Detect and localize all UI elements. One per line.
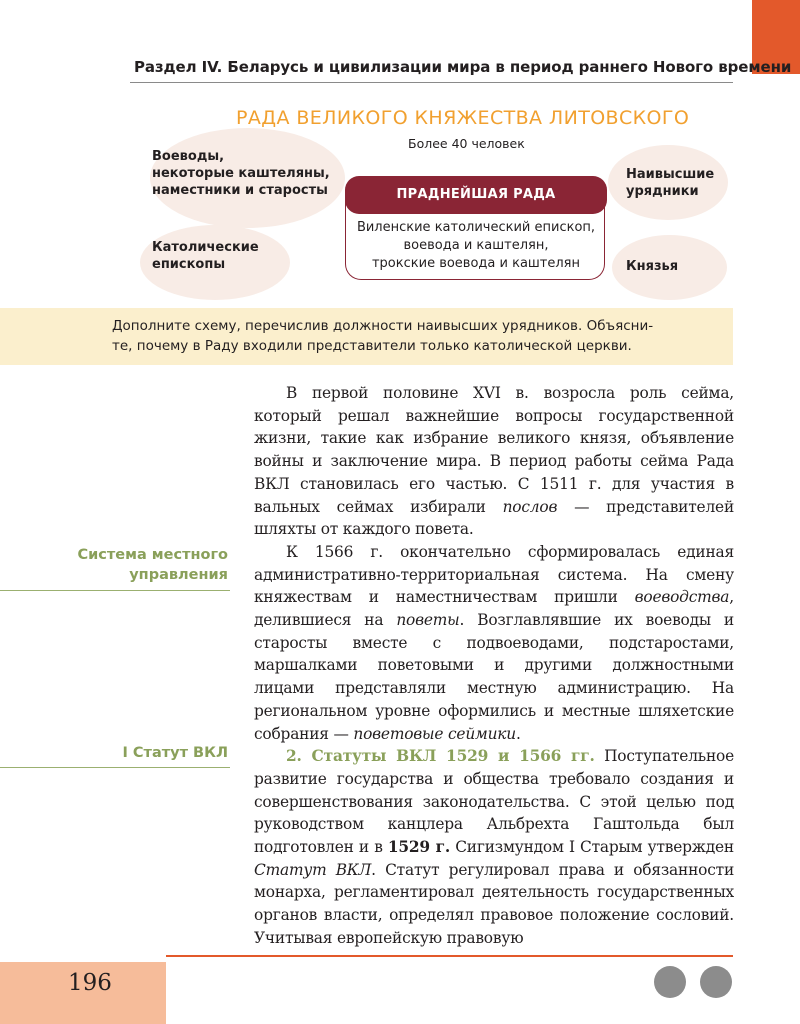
margin-note-divider (0, 767, 230, 768)
label-officials: Наивысшие урядники (626, 167, 715, 199)
header-divider (130, 82, 733, 83)
next-page-button[interactable] (700, 966, 732, 998)
footer-divider (166, 955, 733, 957)
rada-title: ПРАДНЕЙШАЯ РАДА (345, 176, 607, 214)
margin-note-local-government: Система местного управления (77, 547, 228, 583)
paragraph-local-government: К 1566 г. окончательно сформировалась единая административно-территориальная система. На смену княжествам и наместничествам пришли воеводства, делившиеся на поветы. Возглавлявшие их воеводы и старосты вместе с подвоеводами, подстаростами, маршалками поветовыми и другими должностными лицами представляли местную администрацию. На региональном уровне оформились и местные шляхетские собрания — поветовые сеймики. (254, 542, 734, 743)
section-header: Раздел IV. Беларусь и цивилизации мира в период раннего Нового времени (134, 58, 792, 76)
body-text (254, 382, 734, 950)
label-voivodes: Воеводы, некоторые каштеляны, наместники и старосты (152, 149, 330, 198)
page-number: 196 (68, 970, 112, 996)
paragraph-statutes: 2. Статуты ВКЛ 1529 и 1566 гг. Поступательное развитие государства и общества требовало создания и совершенствования законодательства. С этой целью под руководством канцлера Альбрехта Гаштольда был подготовлен и в 1529 г. Сигизмундом I Старым утвержден Статут ВКЛ. Статут регулировал права и обязанности монарха, регламентировал деятельность государственных органов власти, определял правовое положение сословий. Учитывая европейскую правовую (254, 747, 735, 947)
task-text: Дополните схему, перечислив должности наивысших урядников. Объясни- те, почему в Раду входили представители только католической церкви. (112, 318, 654, 354)
margin-note-statute: I Статут ВКЛ (122, 745, 228, 761)
prev-page-button[interactable] (654, 966, 686, 998)
label-princes: Князья (626, 259, 679, 274)
section-heading: 2. Статуты ВКЛ 1529 и 1566 гг. (286, 747, 595, 766)
label-bishops: Католические епископы (152, 240, 259, 272)
paragraph-sejm: В первой половине XVI в. возросла роль сейма, который решал важнейшие вопросы государственной жизни, такие как избрание великого князя, объявление войны и заключение мира. В период работы сейма Рада ВКЛ становилась его частью. С 1511 г. для участия в вальных сеймах избирали послов — представителей шляхты от каждого повета. (254, 384, 734, 539)
diagram-subtitle: Более 40 человек (408, 136, 525, 151)
rada-members: Виленские католический епископ, воевода и каштелян, трокские воевода и каштелян (356, 220, 596, 271)
margin-note-divider (0, 590, 230, 591)
diagram-title: РАДА ВЕЛИКОГО КНЯЖЕСТВА ЛИТОВСКОГО (236, 107, 690, 129)
